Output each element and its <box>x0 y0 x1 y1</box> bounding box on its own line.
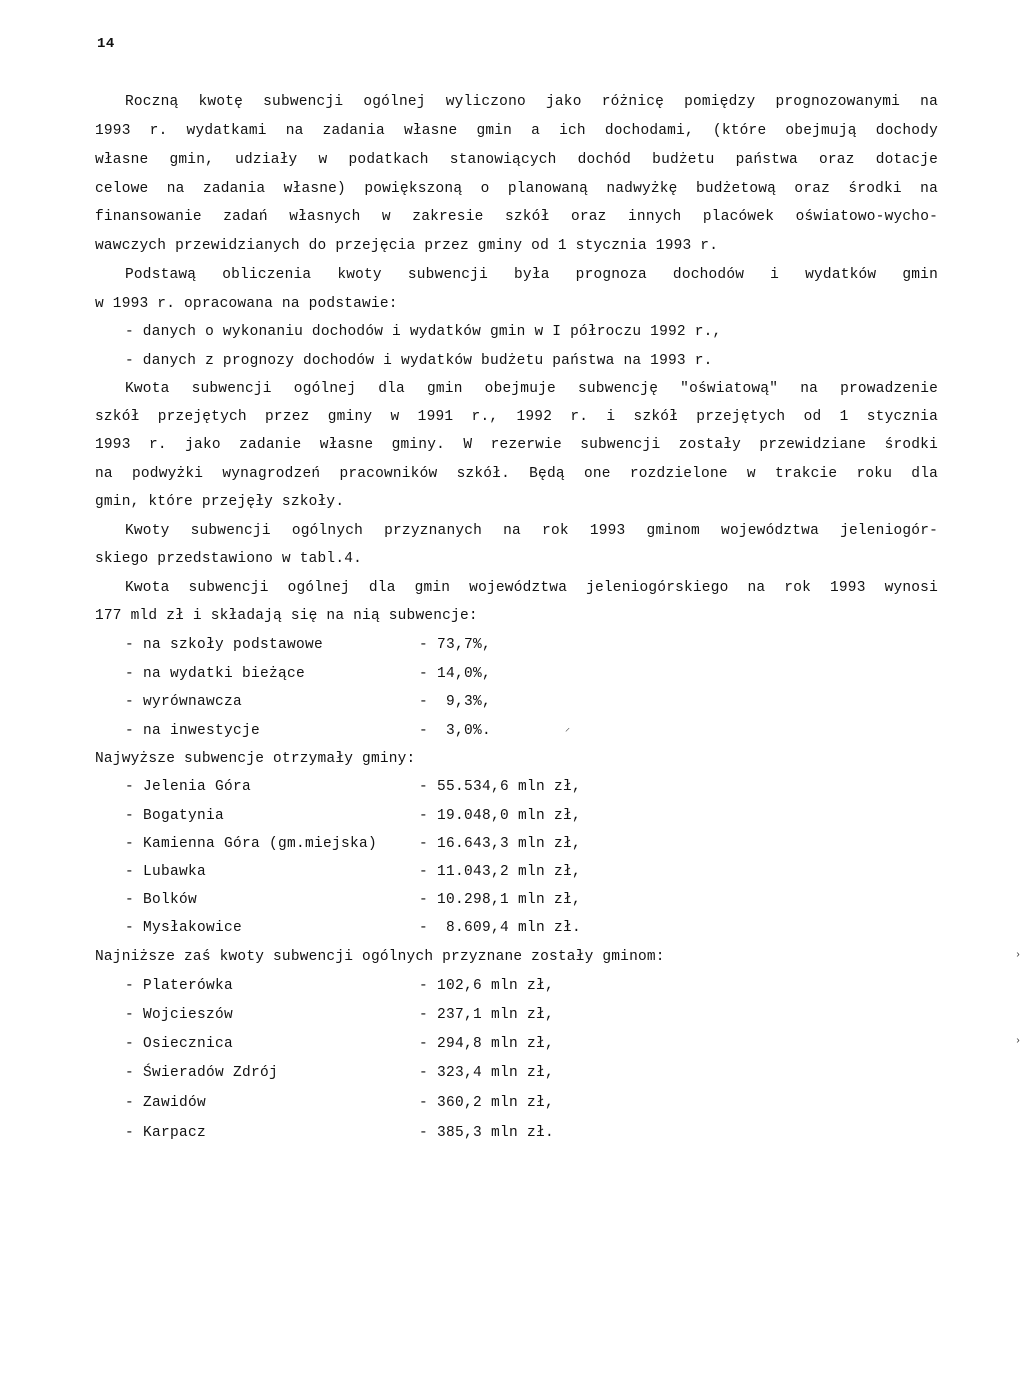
lowest-gmina-name: - Osiecznica <box>125 1036 234 1052</box>
lowest-gmina-amount: - 323,4 mln zł, <box>419 1065 555 1081</box>
highest-gmina-name: - Jelenia Góra <box>125 779 252 795</box>
text-line: skiego przedstawiono w tabl.4. <box>95 551 363 567</box>
lowest-gmina-name: - Wojcieszów <box>125 1007 234 1023</box>
text-line: - danych z prognozy dochodów i wydatków budżetu państwa na 1993 r. <box>125 353 713 369</box>
text-line: 1993 r. jako zadanie własne gminy. W rezerwie subwencji zostały przewidziane środki <box>95 437 938 453</box>
lowest-gmina-name: - Platerówka <box>125 978 234 994</box>
subsidy-share-value: - 14,0%, <box>419 666 492 682</box>
highest-gmina-amount: - 8.609,4 mln zł. <box>419 920 582 936</box>
highest-gmina-name: - Bolków <box>125 892 198 908</box>
lowest-gmina-amount: - 385,3 mln zł. <box>419 1125 555 1141</box>
text-line: 1993 r. wydatkami na zadania własne gmin a ich dochodami, (które obejmują dochody <box>95 123 938 139</box>
text-line: Kwoty subwencji ogólnych przyznanych na rok 1993 gminom województwa jeleniogór- <box>125 523 938 539</box>
lowest-gmina-amount: - 237,1 mln zł, <box>419 1007 555 1023</box>
subsidy-share-value: - 3,0%. <box>419 723 492 739</box>
highest-gmina-name: - Bogatynia <box>125 808 225 824</box>
highest-gmina-name: - Kamienna Góra (gm.miejska) <box>125 836 378 852</box>
subsidy-share-label: - na inwestycje <box>125 723 261 739</box>
lowest-heading: Najniższe zaś kwoty subwencji ogólnych przyznane zostały gminom: <box>95 949 665 965</box>
scan-speck: ⸍ <box>565 728 570 739</box>
highest-gmina-amount: - 11.043,2 mln zł, <box>419 864 582 880</box>
highest-gmina-amount: - 55.534,6 mln zł, <box>419 779 582 795</box>
lowest-gmina-amount: - 360,2 mln zł, <box>419 1095 555 1111</box>
text-line: własne gmin, udziały w podatkach stanowiących dochód budżetu państwa oraz dotacje <box>95 152 938 168</box>
lowest-gmina-name: - Karpacz <box>125 1125 207 1141</box>
highest-gmina-name: - Lubawka <box>125 864 207 880</box>
lowest-gmina-name: - Zawidów <box>125 1095 207 1111</box>
highest-gmina-amount: - 10.298,1 mln zł, <box>419 892 582 908</box>
subsidy-share-value: - 73,7%, <box>419 637 492 653</box>
subsidy-share-label: - wyrównawcza <box>125 694 243 710</box>
text-line: - danych o wykonaniu dochodów i wydatków gmin w I półroczu 1992 r., <box>125 324 722 340</box>
highest-gmina-amount: - 16.643,3 mln zł, <box>419 836 582 852</box>
text-line: na podwyżki wynagrodzeń pracowników szkół. Będą one rozdzielone w trakcie roku dla <box>95 466 938 482</box>
subsidy-share-value: - 9,3%, <box>419 694 492 710</box>
text-line: Kwota subwencji ogólnej dla gmin obejmuje subwencję "oświatową" na prowadzenie <box>125 381 938 397</box>
text-line: Roczną kwotę subwencji ogólnej wyliczono jako różnicę pomiędzy prognozowanymi na <box>125 94 938 110</box>
lowest-gmina-amount: - 294,8 mln zł, <box>419 1036 555 1052</box>
page-number: 14 <box>97 36 115 52</box>
scan-speck: › <box>1015 1036 1022 1047</box>
text-line: finansowanie zadań własnych w zakresie szkół oraz innych placówek oświatowo-wycho- <box>95 209 938 225</box>
text-line: 177 mld zł i składają się na nią subwencje: <box>95 608 478 624</box>
text-line: w 1993 r. opracowana na podstawie: <box>95 296 398 312</box>
highest-heading: Najwyższe subwencje otrzymały gminy: <box>95 751 416 767</box>
text-line: szkół przejętych przez gminy w 1991 r., 1992 r. i szkół przejętych od 1 stycznia <box>95 409 938 425</box>
lowest-gmina-name: - Świeradów Zdrój <box>125 1065 279 1081</box>
text-line: wawczych przewidzianych do przejęcia przez gminy od 1 stycznia 1993 r. <box>95 238 719 254</box>
scan-speck: › <box>1015 950 1022 961</box>
subsidy-share-label: - na wydatki bieżące <box>125 666 306 682</box>
subsidy-share-label: - na szkoły podstawowe <box>125 637 324 653</box>
text-line: celowe na zadania własne) powiększoną o planowaną nadwyżkę budżetową oraz środki na <box>95 181 938 197</box>
text-line: gmin, które przejęły szkoły. <box>95 494 345 510</box>
highest-gmina-name: - Mysłakowice <box>125 920 243 936</box>
highest-gmina-amount: - 19.048,0 mln zł, <box>419 808 582 824</box>
lowest-gmina-amount: - 102,6 mln zł, <box>419 978 555 994</box>
text-line: Kwota subwencji ogólnej dla gmin województwa jeleniogórskiego na rok 1993 wynosi <box>125 580 938 596</box>
text-line: Podstawą obliczenia kwoty subwencji była prognoza dochodów i wydatków gmin <box>125 267 938 283</box>
